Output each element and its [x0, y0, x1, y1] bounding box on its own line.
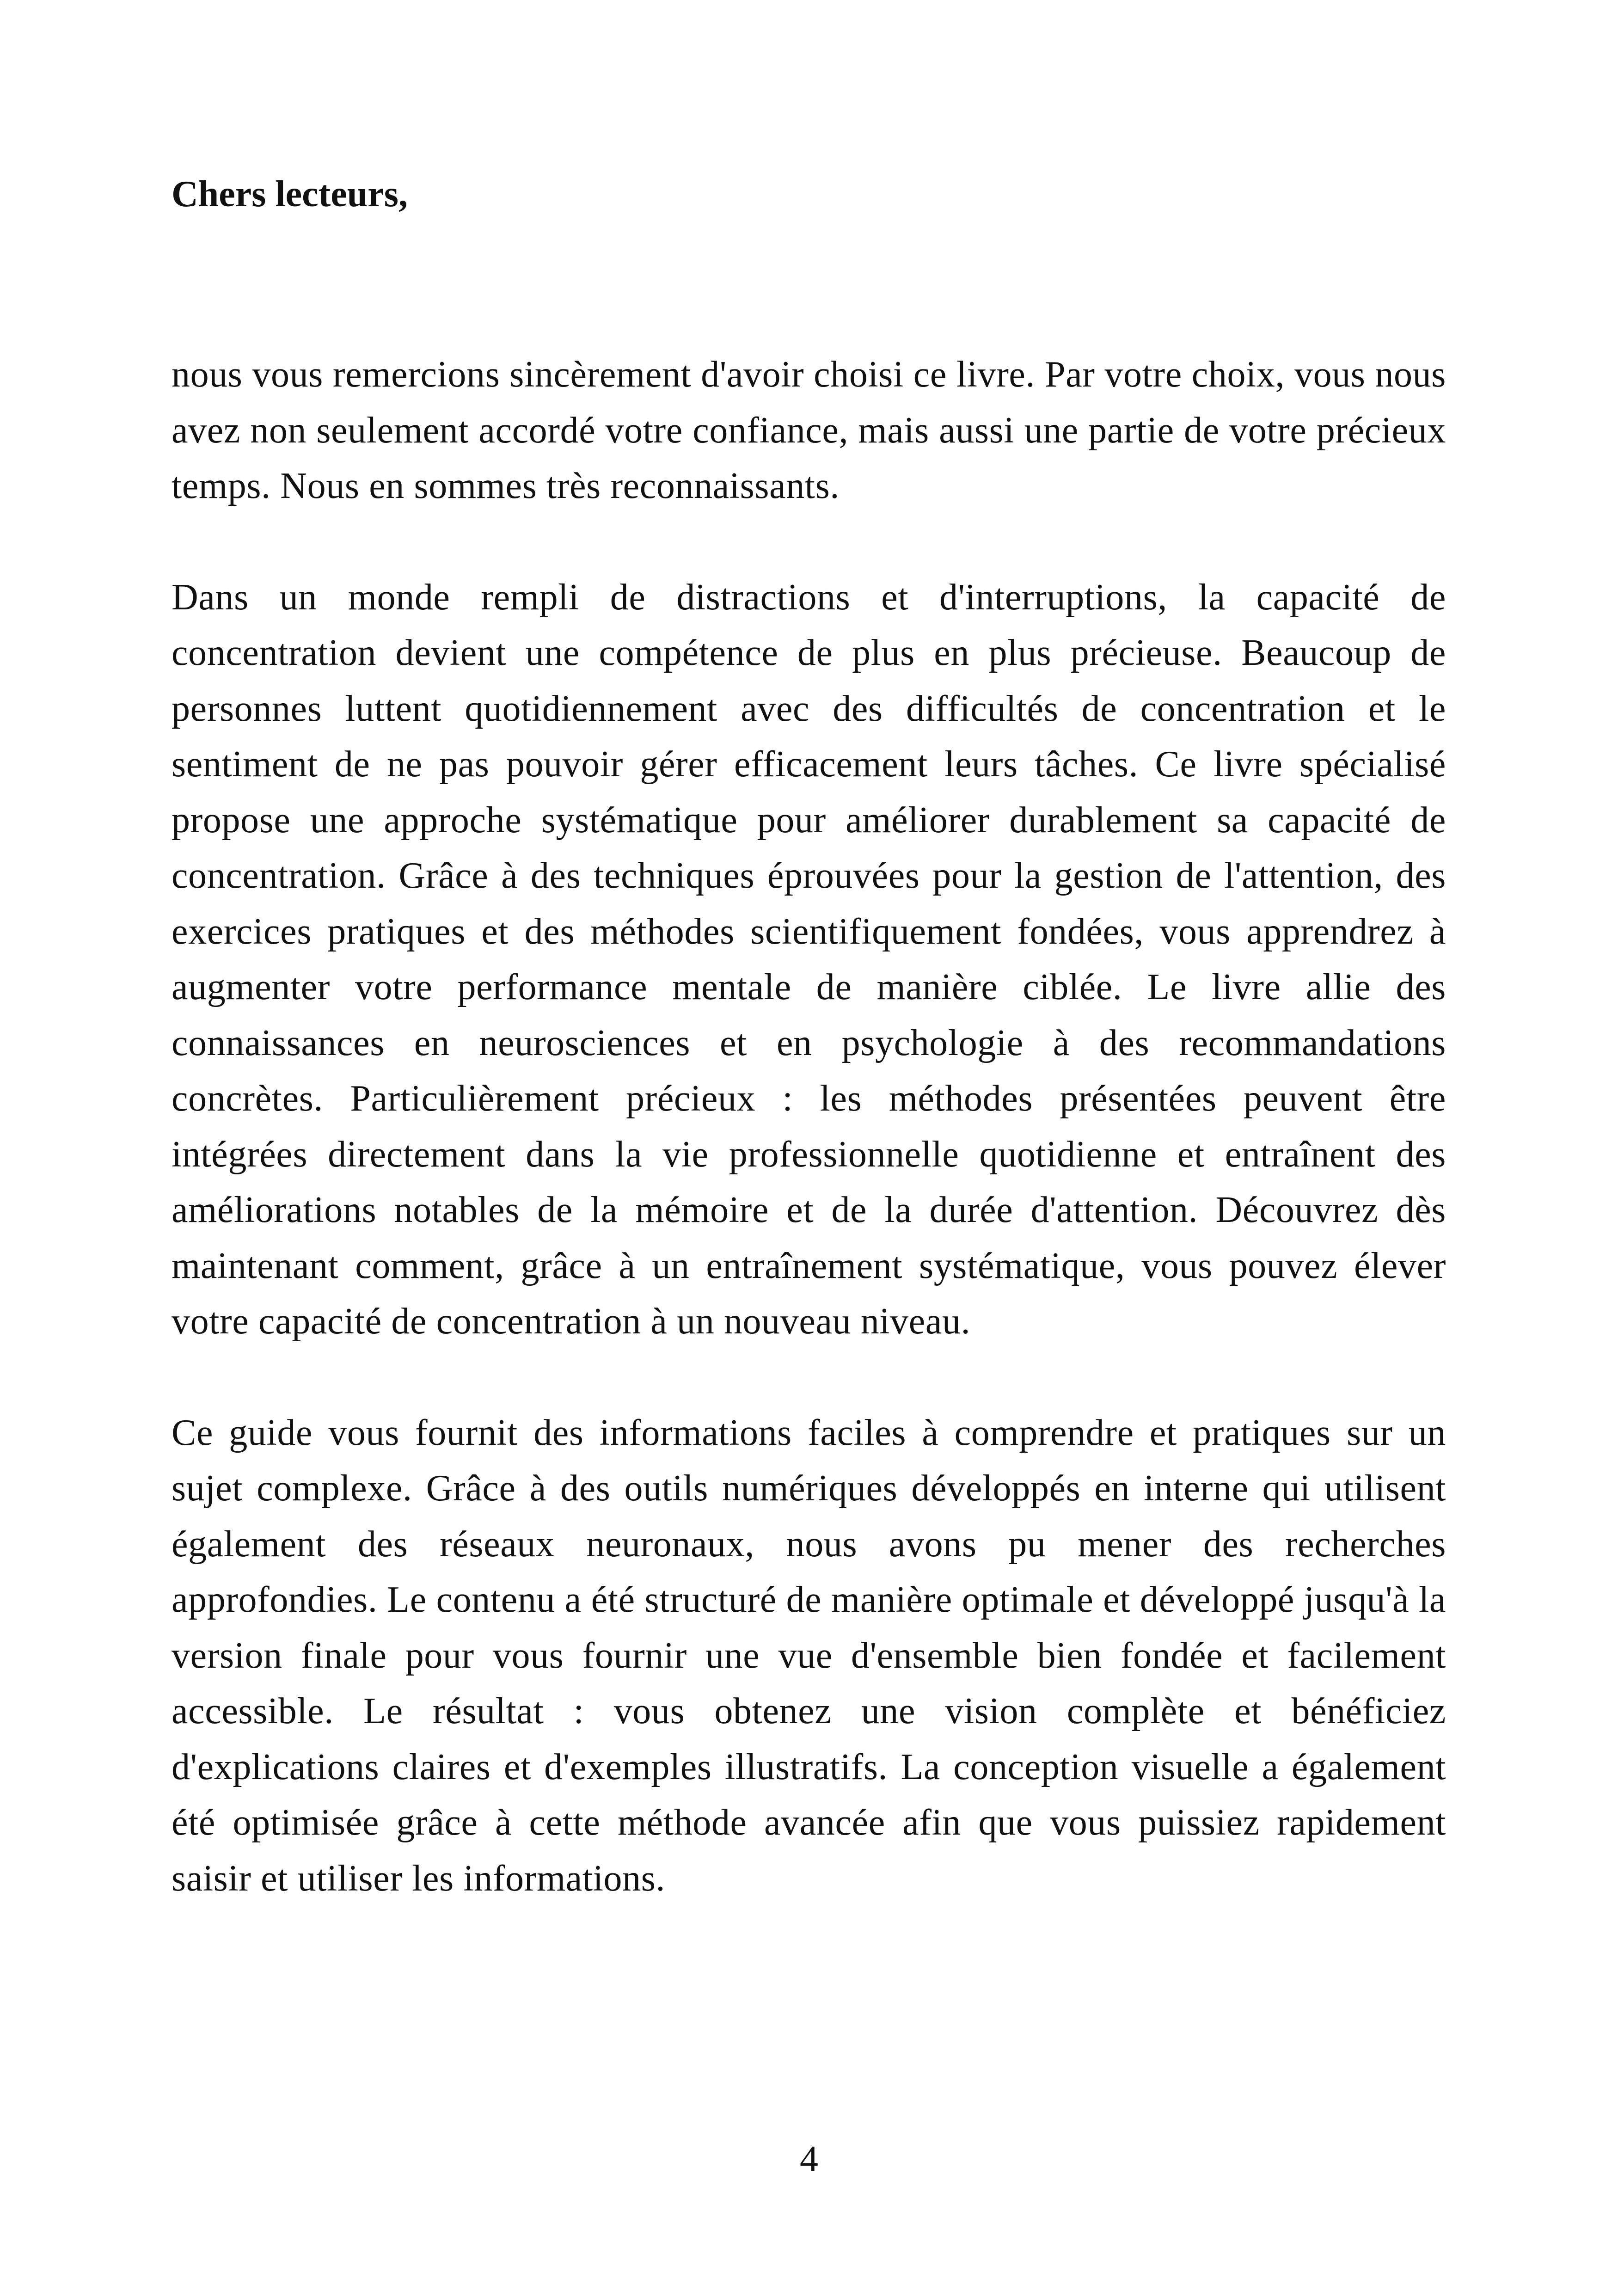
paragraph-guide: Ce guide vous fournit des informations faciles à comprendre et pratiques sur un sujet complexe. Grâce à des outils numériques développés en interne qui utilisent également des réseaux neuronaux, nous avons pu mener des recherches approfondies. Le contenu a été structuré de manière optimale et développé jusqu'à la version finale pour vous fournir une vue d'ensemble bien fondée et facilement accessible. Le résultat : vous obtenez une vision complète et bénéficiez d'explications claires et d'exemples illustratifs. La conception visuelle a également été optimisée grâce à cette méthode avancée afin que vous puissiez rapidement saisir et utiliser les informations. — [172, 1412, 1446, 1899]
paragraph-thanks: nous vous remercions sincèrement d'avoir choisi ce livre. Par votre choix, vous nous avez non seulement accordé votre confiance, mais aussi une partie de votre précieux temps. Nous en sommes très reconnaissants. — [172, 354, 1446, 506]
page-content — [172, 166, 1446, 1906]
page-number: 4 — [800, 2139, 818, 2179]
paragraph-concentration: Dans un monde rempli de distractions et d'interruptions, la capacité de concentration devient une compétence de plus en plus précieuse. Beaucoup de personnes luttent quotidiennement avec des difficultés de concentration et le sentiment de ne pas pouvoir gérer efficacement leurs tâches. Ce livre spécialisé propose une approche systématique pour améliorer durablement sa capacité de concentration. Grâce à des techniques éprouvées pour la gestion de l'attention, des exercices pratiques et des méthodes scientifiquement fondées, vous apprendrez à augmenter votre performance mentale de manière ciblée. Le livre allie des connaissances en neurosciences et en psychologie à des recommandations concrètes. Particulièrement précieux : les méthodes présentées peuvent être intégrées directement dans la vie professionnelle quotidienne et entraînent des améliorations notables de la mémoire et de la durée d'attention. Découvrez dès maintenant comment, grâce à un entraînement systématique, vous pouvez élever votre capacité de concentration à un nouveau niveau. — [172, 577, 1446, 1342]
greeting-heading: Chers lecteurs, — [172, 174, 408, 215]
